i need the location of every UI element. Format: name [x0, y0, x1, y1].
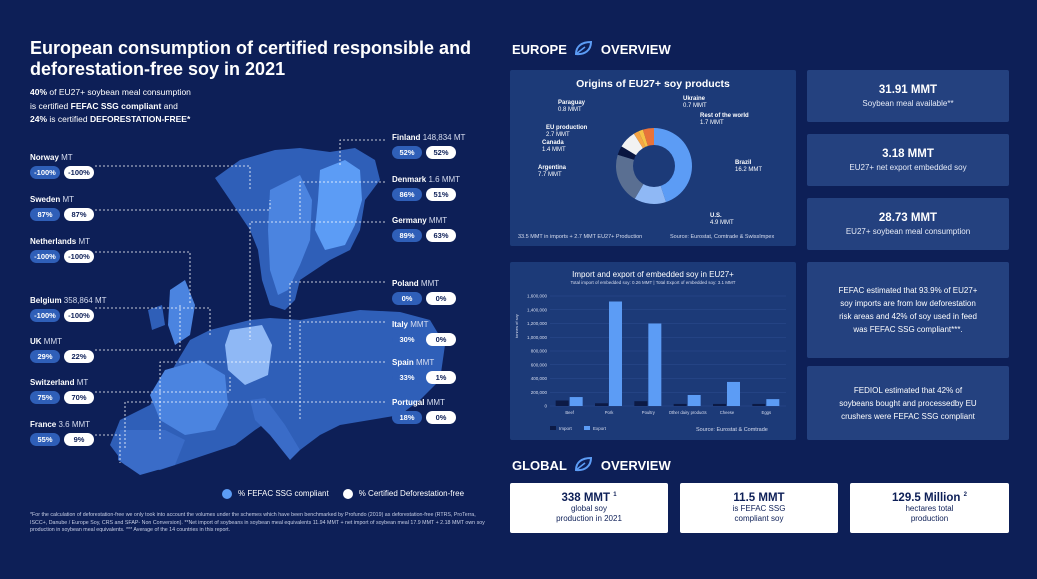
stat-card-meal-available: 31.91 MMT Soybean meal available**: [807, 70, 1009, 122]
country-netherlands: Netherlands MT -100% -100%: [30, 237, 94, 263]
free-pill: 0%: [426, 411, 456, 424]
free-pill: -100%: [64, 250, 94, 263]
y-tick-label: 800,000: [530, 348, 547, 354]
fefac-pill: 86%: [392, 188, 422, 201]
free-pill: 51%: [426, 188, 456, 201]
y-tick-label: 1,400,000: [526, 307, 547, 313]
bar-export: [727, 382, 740, 406]
label-us: U.S. 4.9 MMT: [710, 213, 734, 226]
fefac-pill: 55%: [30, 433, 60, 446]
bar-import: [752, 404, 765, 406]
bar-import: [634, 401, 647, 406]
fefac-pill: -100%: [30, 166, 60, 179]
fefac-pill: 87%: [30, 208, 60, 221]
label-ukraine: Ukraine 0.7 MMT: [683, 96, 707, 109]
global-overview-heading: GLOBAL OVERVIEW: [512, 457, 671, 473]
free-pill: -100%: [64, 166, 94, 179]
free-pill: 9%: [64, 433, 94, 446]
origins-panel: [510, 70, 796, 246]
free-pill: 1%: [426, 371, 456, 384]
y-tick-label: 1,600,000: [526, 293, 547, 299]
bar-import: [713, 404, 726, 406]
origins-donut: [606, 118, 702, 214]
fefac-pill: 0%: [392, 292, 422, 305]
x-tick-label: Cheese: [719, 410, 735, 415]
country-france: France 3.6 MMT 55% 9%: [30, 420, 94, 446]
donut-hole: [633, 145, 675, 187]
europe-overview-heading: EUROPE OVERVIEW: [512, 41, 671, 57]
fefac-pill: 18%: [392, 411, 422, 424]
legend-label: Import: [559, 426, 572, 431]
y-tick-label: 200,000: [530, 389, 547, 395]
country-norway: Norway MT -100% -100%: [30, 153, 94, 179]
country-portugal: Portugal MMT 18% 0%: [392, 398, 456, 424]
fefac-pill: -100%: [30, 309, 60, 322]
fefac-pill: 75%: [30, 391, 60, 404]
y-tick-label: 1,000,000: [526, 334, 547, 340]
free-pill: 52%: [426, 146, 456, 159]
country-uk: UK MMT 29% 22%: [30, 337, 94, 363]
y-tick-label: 600,000: [530, 362, 547, 368]
bar-export: [570, 397, 583, 406]
intro-text: 40% of EU27+ soybean meal consumption is certified FEFAC SSG compliant and 24% is certified DEFORESTATION-FREE*: [30, 87, 191, 124]
bar-export: [766, 399, 779, 406]
free-pill: -100%: [64, 309, 94, 322]
fefac-pill: 52%: [392, 146, 422, 159]
global-card-production: 338 MMT $^1$ global soy production in 2021: [510, 483, 668, 533]
chart-ylabel: tonnes of soy: [514, 314, 519, 338]
ireland-shape: [148, 305, 165, 330]
embedded-soy-bar-chart: [510, 288, 796, 440]
sweden-shape: [268, 175, 312, 295]
bar-import: [556, 401, 569, 407]
global-card-fefac: 11.5 MMT is FEFAC SSG compliant soy: [680, 483, 838, 533]
uk-shape: [168, 280, 195, 345]
free-pill: 0%: [426, 292, 456, 305]
origins-title: Origins of EU27+ soy products: [576, 78, 730, 90]
free-pill: 22%: [64, 350, 94, 363]
x-tick-label: Other dairy products: [668, 410, 707, 415]
free-pill: 70%: [64, 391, 94, 404]
label-row: Rest of the world 1.7 MMT: [700, 113, 749, 126]
origins-footer-right: Source: Eurostat, Comtrade & SwissImpex: [670, 234, 775, 240]
bar-export: [648, 324, 661, 407]
label-brazil: Brazil 16.2 MMT: [735, 160, 763, 173]
soy-leaf-icon: [573, 40, 595, 58]
legend-swatch: [550, 426, 556, 430]
country-belgium: Belgium 358,864 MT -100% -100%: [30, 296, 107, 320]
country-italy: Italy MMT 30% 0%: [392, 320, 456, 346]
country-sweden: Sweden MT 87% 87%: [30, 195, 94, 221]
x-tick-label: Poultry: [641, 410, 655, 415]
chart-title: Import and export of embedded soy in EU27+: [572, 270, 734, 279]
free-pill: 63%: [426, 229, 456, 242]
legend-swatch: [584, 426, 590, 430]
free-pill: 0%: [426, 333, 456, 346]
country-spain: Spain MMT 33% 1%: [392, 358, 456, 384]
chart-subtitle: Total import of embedded soy: 0.26 MMT | Total Export of embedded soy: 3.1 MMT: [570, 280, 736, 285]
footnote: *For the calculation of deforestation-free we only took into account the volumes under the schemes which have been benchmarked by Profundo (2019) as deforestation-free (RTRS, ProTerra, ISCC+, Danube / Europe Soy, CRS and SFAP- Non Conversion). **Net import of soybeans in soybean meal equivalents 11.94 MMT + net import of soybean meal 17.9 MMT + 2.18 MMT own soy production in soybean meal equivalents. *** Average of the 14 countries in this report.: [30, 512, 485, 533]
free-legend-dot: [343, 489, 353, 499]
fediol-note: FEDIOL estimated that 42% of soybeans bought and processedby EU crushers were FEFAC SSG compliant: [807, 366, 1009, 440]
y-tick-label: 400,000: [530, 376, 547, 381]
free-pill: 87%: [64, 208, 94, 221]
label-canada: Canada 1.4 MMT: [542, 140, 566, 153]
y-tick-label: 0: [544, 403, 547, 409]
fefac-legend-dot: [222, 489, 232, 499]
origins-footer-left: 33.5 MMT in imports + 2.7 MMT EU27+ Production: [518, 234, 643, 240]
label-paraguay: Paraguay 0.8 MMT: [558, 100, 586, 113]
spain-shape: [118, 430, 185, 475]
fefac-pill: 89%: [392, 229, 422, 242]
legend-label: Export: [593, 426, 607, 431]
x-tick-label: Pork: [604, 410, 614, 415]
country-switzerland: Switzerland MT 75% 70%: [30, 378, 94, 404]
x-tick-label: Eggs: [761, 410, 772, 415]
bar-import: [674, 404, 687, 406]
page-title: European consumption of certified responsible and deforestation-free soy in 2021: [30, 38, 472, 79]
fefac-pill: 33%: [392, 371, 422, 384]
bar-export: [609, 302, 622, 407]
fefac-pill: 29%: [30, 350, 60, 363]
country-germany: Germany MMT 89% 63%: [392, 216, 456, 242]
stat-card-consumption: 28.73 MMT EU27+ soybean meal consumption: [807, 198, 1009, 250]
fefac-note: FEFAC estimated that 93.9% of EU27+ soy imports are from low deforestation risk areas and 42% of soy used in feed was FEFAC SSG compliant***.: [807, 262, 1009, 358]
soy-leaf-icon: [573, 456, 595, 474]
embedded-soy-chart-panel: [510, 262, 796, 440]
fefac-pill: 30%: [392, 333, 422, 346]
country-poland: Poland MMT 0% 0%: [392, 279, 456, 305]
label-argentina: Argentina 7.7 MMT: [538, 165, 567, 178]
chart-source: Source: Eurostat & Comtrade: [696, 427, 768, 433]
fefac-pill: -100%: [30, 250, 60, 263]
label-eu: EU production 2.7 MMT: [546, 125, 588, 138]
global-card-hectares: 129.5 Million $^2$ hectares total production: [850, 483, 1009, 533]
y-tick-label: 1,200,000: [526, 321, 547, 326]
bar-import: [595, 403, 608, 406]
country-denmark: Denmark 1.6 MMT 86% 51%: [392, 175, 461, 199]
stat-card-net-export: 3.18 MMT EU27+ net export embedded soy: [807, 134, 1009, 186]
x-tick-label: Beef: [565, 410, 574, 415]
map-legend: % FEFAC SSG compliant % Certified Deforestation-free: [222, 489, 464, 499]
bar-export: [688, 395, 701, 406]
country-finland: Finland 148,834 MT 52% 52%: [392, 133, 466, 157]
